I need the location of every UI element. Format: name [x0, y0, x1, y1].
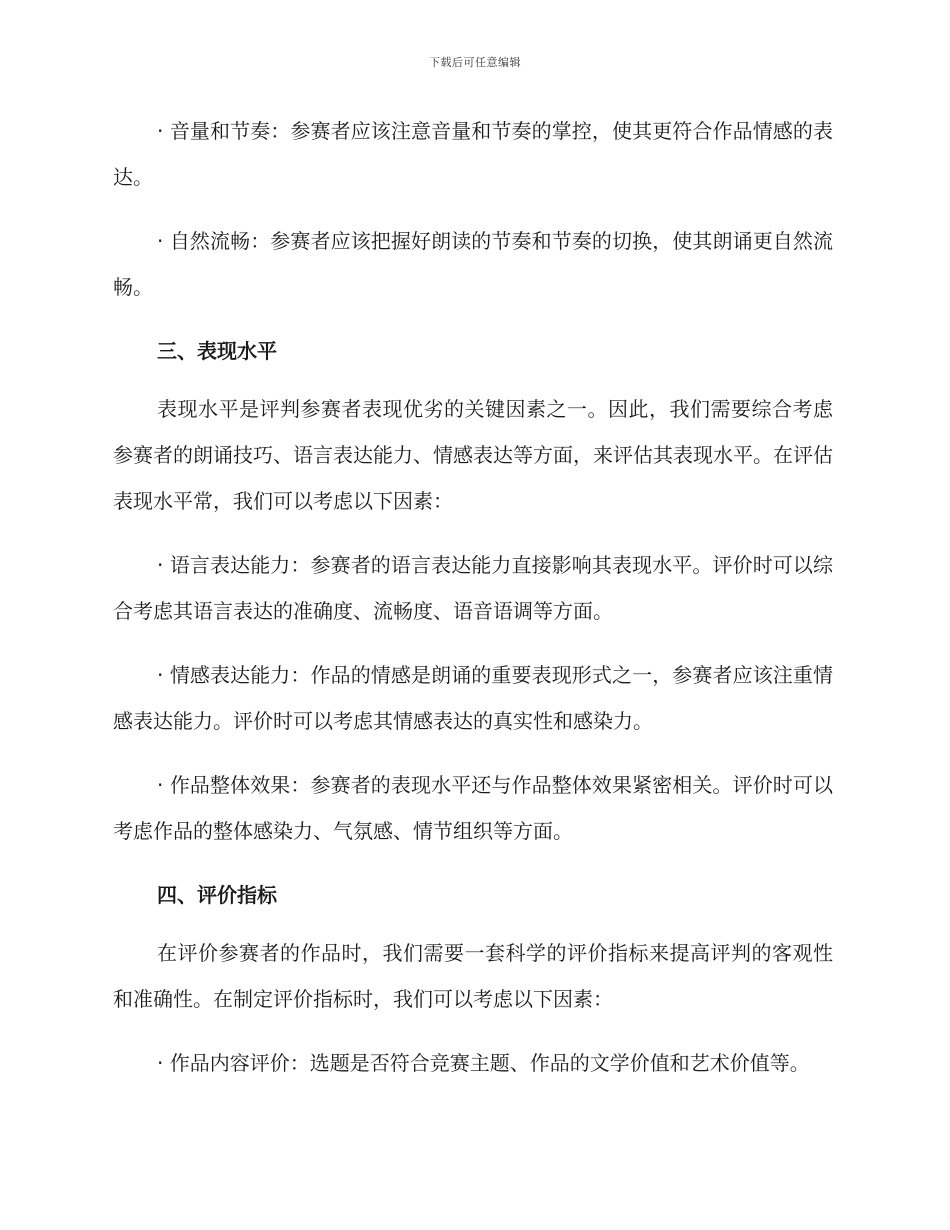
paragraph-criteria-intro: 在评价参赛者的作品时，我们需要一套科学的评价指标来提高评判的客观性和准确性。在制定评价指标时，我们可以考虑以下因素：	[113, 941, 833, 1011]
section-heading-performance: 三、表现水平	[157, 339, 277, 363]
bullet-volume-rhythm: · 音量和节奏：参赛者应该注意音量和节奏的掌控，使其更符合作品情感的表达。	[113, 119, 833, 189]
bullet-language-ability: · 语言表达能力：参赛者的语言表达能力直接影响其表现水平。评价时可以综合考虑其语言表达的准确度、流畅度、语音语调等方面。	[113, 553, 833, 623]
bullet-emotion-ability: · 情感表达能力：作品的情感是朗诵的重要表现形式之一，参赛者应该注重情感表达能力。评价时可以考虑其情感表达的真实性和感染力。	[113, 663, 833, 733]
bullet-natural-fluency: · 自然流畅：参赛者应该把握好朗读的节奏和节奏的切换，使其朗诵更自然流畅。	[113, 229, 833, 299]
paragraph-performance-intro: 表现水平是评判参赛者表现优劣的关键因素之一。因此，我们需要综合考虑参赛者的朗诵技巧、语言表达能力、情感表达等方面，来评估其表现水平。在评估表现水平常，我们可以考虑以下因素：	[113, 397, 833, 513]
section-heading-criteria: 四、评价指标	[157, 883, 277, 907]
header-note: 下载后可任意编辑	[429, 56, 521, 69]
bullet-overall-effect: · 作品整体效果：参赛者的表现水平还与作品整体效果紧密相关。评价时可以考虑作品的整体感染力、气氛感、情节组织等方面。	[113, 773, 833, 843]
bullet-content-evaluation: · 作品内容评价：选题是否符合竞赛主题、作品的文学价值和艺术价值等。	[157, 1051, 810, 1075]
document-body	[113, 108, 833, 1104]
